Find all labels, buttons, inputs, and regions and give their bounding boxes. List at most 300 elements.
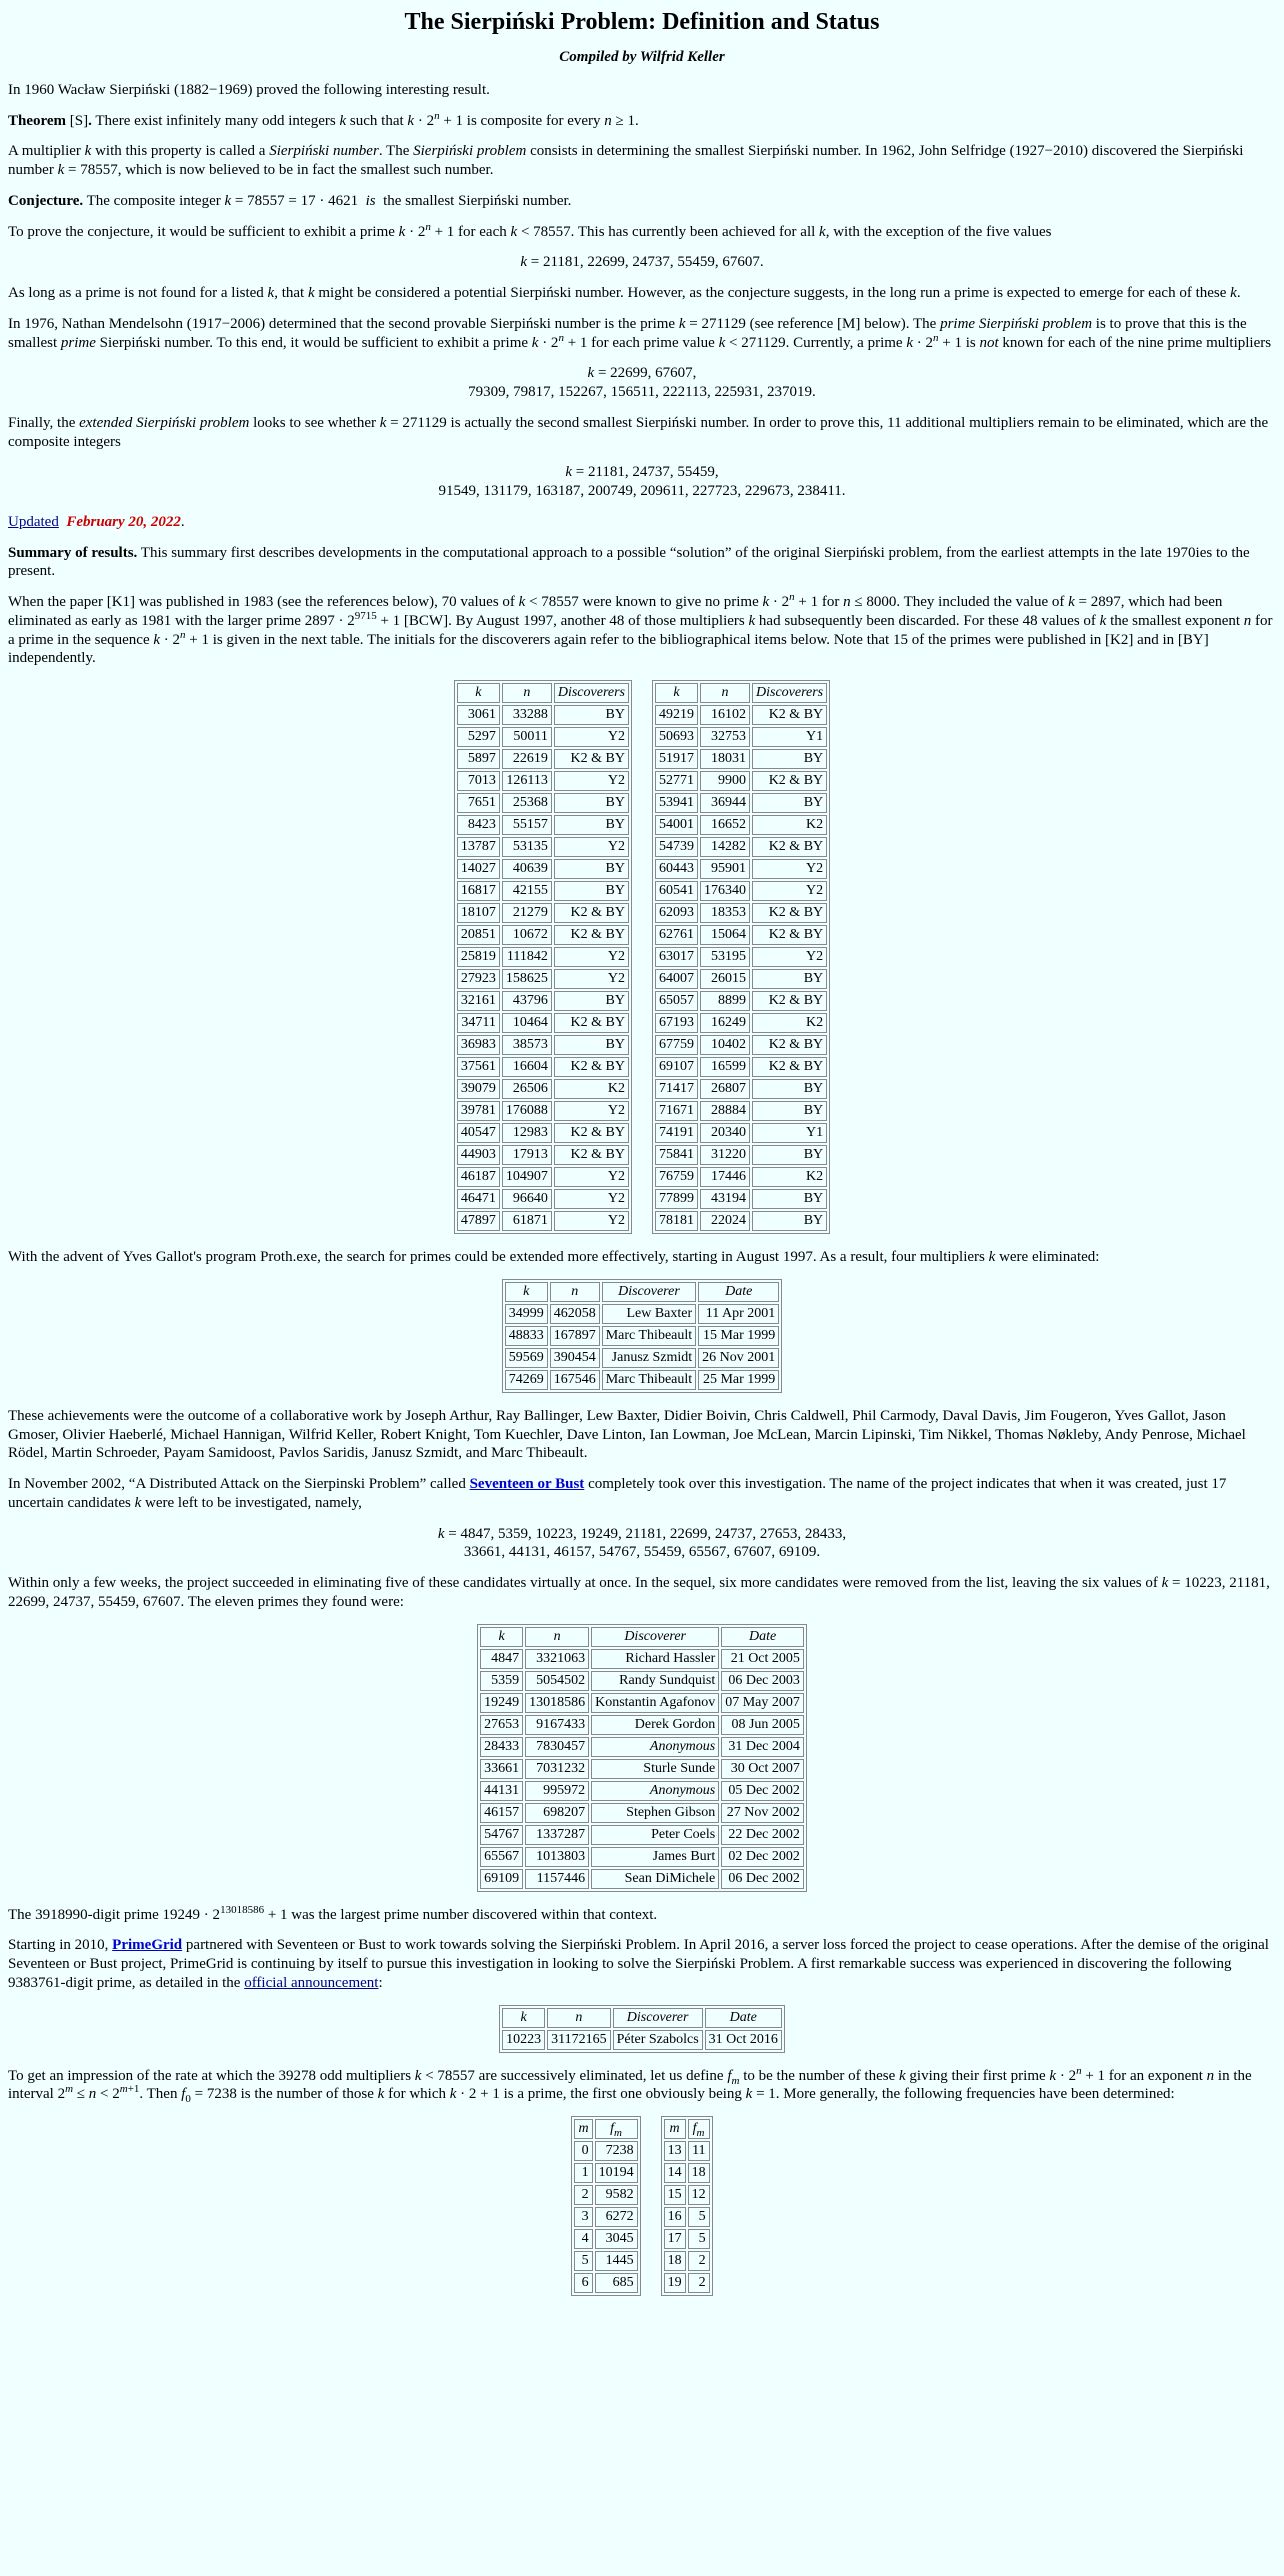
table-cell: 49219 [655, 705, 698, 725]
table-cell: 16102 [700, 705, 750, 725]
table-row [457, 837, 629, 857]
table-cell: 63017 [655, 947, 698, 967]
table-cell: 4 [574, 2229, 592, 2249]
table-cell: 54739 [655, 837, 698, 857]
column-header: k [655, 683, 698, 703]
table-cell: 60541 [655, 881, 698, 901]
table-row [457, 1189, 629, 1209]
table-cell: 26807 [700, 1079, 750, 1099]
table-cell: BY [554, 793, 629, 813]
table-cell: Y2 [554, 1211, 629, 1231]
table-row [457, 1013, 629, 1033]
table-cell: 06 Dec 2002 [721, 1869, 804, 1889]
table-cell: 158625 [502, 969, 552, 989]
table-cell: 7013 [457, 771, 500, 791]
table-row [457, 1101, 629, 1121]
prime-multipliers-list: k = 22699, 67607, 79309, 79817, 152267, 156511, 222113, 225931, 237019. [468, 365, 816, 400]
table-cell: 14282 [700, 837, 750, 857]
discoverers-tables [8, 680, 1276, 1234]
table-row [457, 1057, 629, 1077]
table-cell: Janusz Szmidt [602, 1348, 696, 1368]
table-cell: K2 [554, 1079, 629, 1099]
table-cell: BY [752, 1189, 827, 1209]
prime-sierpinski-paragraph: In 1976, Nathan Mendelsohn (1917−2006) determined that the second provable Sierpiński number is the prime k = 271129 (see reference [M] below). The prime Sierpiński problem is to prove that this is the smallest prime Sierpiński number. To this end, it would be sufficient to exhibit a prime $k \cdot 2^n + 1$ for each prime value k < 271129. Currently, a prime $k \cdot 2^n + 1$ is not known for each of the nine prime multipliers [8, 315, 1272, 351]
table-cell: 65567 [480, 1847, 523, 1867]
table-cell: BY [554, 815, 629, 835]
table-cell: 28433 [480, 1737, 523, 1757]
table-row [502, 2030, 782, 2050]
table-row [664, 2185, 710, 2205]
table-cell: 05 Dec 2002 [721, 1781, 804, 1801]
frequency-table-right [661, 2116, 713, 2296]
table-cell: 7238 [595, 2141, 638, 2161]
table-cell: K2 [752, 1013, 827, 1033]
table-row [505, 1304, 780, 1324]
table-cell: K2 [752, 1167, 827, 1187]
table-cell: Stephen Gibson [591, 1803, 719, 1823]
table-cell: 16817 [457, 881, 500, 901]
table-cell: 44903 [457, 1145, 500, 1165]
table-cell: 8423 [457, 815, 500, 835]
table-cell: 36983 [457, 1035, 500, 1055]
table-cell: Y2 [752, 881, 827, 901]
table-cell: 17 [664, 2229, 686, 2249]
sob-table-wrap [8, 1624, 1276, 1892]
table-cell: K2 & BY [554, 749, 629, 769]
table-cell: 43194 [700, 1189, 750, 1209]
table-cell: BY [554, 991, 629, 1011]
table-cell: 64007 [655, 969, 698, 989]
definition-paragraph: A multiplier k with this property is called a Sierpiński number. The Sierpiński problem consists in determining the smallest Sierpiński number. In 1962, John Selfridge (1927−2010) discovered the Sierpiński number k = 78557, which is now believed to be in fact the smallest such number. [8, 143, 1244, 178]
table-cell: 20851 [457, 925, 500, 945]
table-cell: BY [752, 1211, 827, 1231]
table-cell: Lew Baxter [602, 1304, 696, 1324]
column-header: Discoverers [752, 683, 827, 703]
table-cell: 13787 [457, 837, 500, 857]
frequency-paragraph: To get an impression of the rate at which the 39278 odd multipliers k < 78557 are successively eliminated, let us define $f_m$ to be the number of these k giving their first prime $k \cdot 2^n + 1$ for an exponent n in the interval $2^m \le n < 2^{m+1}$. Then $f_0 = 7238$ is the number of those k for which k · 2 + 1 is a prime, the first one obviously being k = 1. More generally, the following frequencies have been determined: [8, 2064, 1252, 2106]
table-cell: 36944 [700, 793, 750, 813]
conjecture-label: Conjecture. [8, 192, 84, 209]
table-row [655, 815, 827, 835]
table-cell: K2 & BY [752, 705, 827, 725]
table-cell: Marc Thibeault [602, 1326, 696, 1346]
table-cell: 1157446 [525, 1869, 589, 1889]
table-cell: 33288 [502, 705, 552, 725]
table-cell: K2 & BY [554, 1145, 629, 1165]
table-cell: Péter Szabolcs [613, 2030, 703, 2050]
table-cell: 11 Apr 2001 [698, 1304, 779, 1324]
table-cell: 20340 [700, 1123, 750, 1143]
column-header: n [525, 1627, 589, 1647]
potential-paragraph: As long as a prime is not found for a listed k, that k might be considered a potential Sierpiński number. However, as the conjecture suggests, in the long run a prime is expected to emerge for each of these k. [8, 285, 1241, 301]
table-cell: 19249 [480, 1693, 523, 1713]
table-cell: 11 [688, 2141, 710, 2161]
remaining-k-list: k = 21181, 22699, 24737, 55459, 67607. [520, 254, 764, 271]
table-row [664, 2251, 710, 2271]
eliminated-paragraph: Within only a few weeks, the project succeeded in eliminating five of these candidates virtually at once. In the sequel, six more candidates were removed from the list, leaving the six values of k = 10223, 21181, 22699, 24737, 55459, 67607. The eleven primes they found were: [8, 1575, 1270, 1610]
column-header: Date [698, 1282, 779, 1302]
column-header: n [550, 1282, 600, 1302]
table-cell: 27923 [457, 969, 500, 989]
table-row [457, 903, 629, 923]
table-cell: 74191 [655, 1123, 698, 1143]
table-row [664, 2141, 710, 2161]
table-cell: 67193 [655, 1013, 698, 1033]
table-cell: 40639 [502, 859, 552, 879]
table-cell: BY [752, 793, 827, 813]
table-row [655, 1145, 827, 1165]
table-row [480, 1781, 804, 1801]
table-cell: 71417 [655, 1079, 698, 1099]
table-header-row [457, 683, 629, 703]
table-cell: 67759 [655, 1035, 698, 1055]
table-cell: 104907 [502, 1167, 552, 1187]
sob-primes-table [477, 1624, 807, 1892]
table-cell: 53195 [700, 947, 750, 967]
table-cell: 2 [688, 2273, 710, 2293]
table-cell: 167546 [550, 1370, 600, 1390]
table-row [655, 881, 827, 901]
table-cell: 78181 [655, 1211, 698, 1231]
table-row [655, 771, 827, 791]
table-cell: 53941 [655, 793, 698, 813]
table-cell: 16 [664, 2207, 686, 2227]
table-cell: 13 [664, 2141, 686, 2161]
table-cell: 2 [574, 2185, 592, 2205]
table-row [655, 749, 827, 769]
table-row [655, 991, 827, 1011]
table-cell: 18353 [700, 903, 750, 923]
table-cell: 06 Dec 2003 [721, 1671, 804, 1691]
table-cell: 1013803 [525, 1847, 589, 1867]
table-cell: 25368 [502, 793, 552, 813]
table-row [480, 1715, 804, 1735]
table-cell: 37561 [457, 1057, 500, 1077]
table-header-row [574, 2119, 637, 2139]
byline: Compiled by Wilfrid Keller [559, 49, 725, 65]
column-header: $f_m$ [595, 2119, 638, 2139]
table-cell: 390454 [550, 1348, 600, 1368]
page-title: The Sierpiński Problem: Definition and Status [404, 9, 880, 35]
table-cell: K2 & BY [752, 903, 827, 923]
page [0, 8, 1284, 2296]
table-row [457, 815, 629, 835]
table-cell: Y1 [752, 727, 827, 747]
collaborators-paragraph: These achievements were the outcome of a collaborative work by Joseph Arthur, Ray Ballinger, Lew Baxter, Didier Boivin, Chris Caldwell, Phil Carmody, Daval Davis, Jim Fougeron, Yves Gallot, Jason Gmoser, Olivier Haeberlé, Michael Hannigan, Wilfrid Keller, Robert Knight, Tom Kuechler, Dave Linton, Ian Lowman, Joe McLean, Marcin Lipinski, Tim Nikkel, Thomas Nøkleby, Andy Penrose, Michael Rödel, Martin Schroeder, Payam Samidoost, Pavlos Saridis, Janusz Szmidt, and Marc Thibeault. [8, 1407, 1246, 1462]
table-cell: 62761 [655, 925, 698, 945]
proth-paragraph: With the advent of Yves Gallot's program Proth.exe, the search for primes could be extended more effectively, starting in August 1997. As a result, four multipliers k were eliminated: [8, 1249, 1100, 1265]
table-row [664, 2229, 710, 2249]
table-row [457, 705, 629, 725]
intro-paragraph: In 1960 Wacław Sierpiński (1882−1969) proved the following interesting result. [8, 81, 490, 98]
table-row [655, 1079, 827, 1099]
table-cell: BY [752, 749, 827, 769]
table-cell: Sturle Sunde [591, 1759, 719, 1779]
table-cell: Y2 [554, 969, 629, 989]
table-cell: Y2 [752, 947, 827, 967]
table-cell: 19 [664, 2273, 686, 2293]
table-cell: Y2 [752, 859, 827, 879]
proof-paragraph: To prove the conjecture, it would be sufficient to exhibit a prime $k \cdot 2^n + 1$ for each k < 78557. This has currently been achieved for all k, with the exception of the five values [8, 220, 1052, 240]
table-row [655, 969, 827, 989]
table-row [574, 2207, 637, 2227]
table-cell: 6272 [595, 2207, 638, 2227]
table-cell: 71671 [655, 1101, 698, 1121]
table-cell: 50011 [502, 727, 552, 747]
table-cell: 10464 [502, 1013, 552, 1033]
table-cell: 21 Oct 2005 [721, 1649, 804, 1669]
table-row [457, 1079, 629, 1099]
table-cell: K2 & BY [554, 1057, 629, 1077]
table-cell: 0 [574, 2141, 592, 2161]
table-cell: Y1 [752, 1123, 827, 1143]
table-cell: 5897 [457, 749, 500, 769]
table-cell: 9582 [595, 2185, 638, 2205]
table-cell: 32753 [700, 727, 750, 747]
table-cell: 13018586 [525, 1693, 589, 1713]
table-row [480, 1737, 804, 1757]
table-cell: 59569 [505, 1348, 548, 1368]
table-cell: 48833 [505, 1326, 548, 1346]
table-cell: 54001 [655, 815, 698, 835]
table-cell: 9167433 [525, 1715, 589, 1735]
table-cell: 26506 [502, 1079, 552, 1099]
table-cell: 16604 [502, 1057, 552, 1077]
table-cell: 15 Mar 1999 [698, 1326, 779, 1346]
table-cell: K2 & BY [554, 925, 629, 945]
table-cell: 5297 [457, 727, 500, 747]
table-row [655, 1057, 827, 1077]
table-cell: 126113 [502, 771, 552, 791]
table-row [574, 2229, 637, 2249]
table-cell: 61871 [502, 1211, 552, 1231]
table-row [574, 2163, 637, 2183]
updated-link[interactable]: Updated [8, 513, 59, 530]
table-row [457, 1211, 629, 1231]
table-cell: Marc Thibeault [602, 1370, 696, 1390]
discoverers-table-left [454, 680, 632, 1234]
table-cell: 111842 [502, 947, 552, 967]
primegrid-table-wrap [8, 2005, 1276, 2053]
table-row [574, 2273, 637, 2293]
column-header: Date [721, 1627, 804, 1647]
table-cell: 26015 [700, 969, 750, 989]
table-cell: 167897 [550, 1326, 600, 1346]
table-row [655, 727, 827, 747]
table-cell: 34711 [457, 1013, 500, 1033]
table-cell: 5 [574, 2251, 592, 2271]
table-cell: Y2 [554, 1167, 629, 1187]
table-row [457, 749, 629, 769]
table-cell: 46471 [457, 1189, 500, 1209]
theorem-label: Theorem [8, 112, 67, 129]
table-cell: 33661 [480, 1759, 523, 1779]
table-cell: 17913 [502, 1145, 552, 1165]
table-row [664, 2273, 710, 2293]
table-cell: 10194 [595, 2163, 638, 2183]
table-cell: 3061 [457, 705, 500, 725]
table-row [480, 1693, 804, 1713]
table-cell: K2 & BY [752, 771, 827, 791]
table-cell: 5359 [480, 1671, 523, 1691]
primegrid-table [499, 2005, 785, 2053]
table-row [655, 1013, 827, 1033]
table-cell: K2 & BY [752, 837, 827, 857]
table-row [480, 1759, 804, 1779]
column-header: k [505, 1282, 548, 1302]
table-cell: 47897 [457, 1211, 500, 1231]
table-cell: 22024 [700, 1211, 750, 1231]
table-cell: Y2 [554, 837, 629, 857]
table-cell: K2 & BY [752, 925, 827, 945]
table-cell: BY [554, 859, 629, 879]
proth-table-wrap [8, 1279, 1276, 1393]
table-cell: 25 Mar 1999 [698, 1370, 779, 1390]
discoverers-table-right [652, 680, 830, 1234]
table-row [457, 859, 629, 879]
table-row [655, 1101, 827, 1121]
table-cell: 54767 [480, 1825, 523, 1845]
table-cell: 10402 [700, 1035, 750, 1055]
table-cell: 44131 [480, 1781, 523, 1801]
table-row [480, 1847, 804, 1867]
table-cell: 5 [688, 2207, 710, 2227]
primegrid-link[interactable]: PrimeGrid [112, 1937, 183, 1954]
table-row [655, 859, 827, 879]
table-row [655, 925, 827, 945]
frequency-tables [8, 2116, 1276, 2296]
history-paragraph: When the paper [K1] was published in 1983 (see the references below), 70 values of k < 78557 were known to give no prime $k \cdot 2^n + 1$ for n ≤ 8000. They included the value of k = 2897, which had been eliminated as early as 1981 with the larger prime $2897 \cdot 2^{9715} + 1$ [BCW]. By August 1997, another 48 of those multipliers k had subsequently been discarded. For these 48 values of k the smallest exponent n for a prime in the sequence $k \cdot 2^n + 1$ is given in the next table. The initials for the discoverers again refer to the bibliographical items below. Note that 15 of the primes were published in [K2] and in [BY] independently. [8, 591, 1273, 667]
table-cell: 08 Jun 2005 [721, 1715, 804, 1735]
table-header-row [502, 2008, 782, 2028]
table-cell: 5 [688, 2229, 710, 2249]
table-cell: 62093 [655, 903, 698, 923]
table-cell: K2 & BY [752, 1057, 827, 1077]
table-cell: 43796 [502, 991, 552, 1011]
table-cell: 4847 [480, 1649, 523, 1669]
table-cell: 27 Nov 2002 [721, 1803, 804, 1823]
table-row [457, 727, 629, 747]
table-cell: 69109 [480, 1869, 523, 1889]
table-cell: 96640 [502, 1189, 552, 1209]
table-cell: 07 May 2007 [721, 1693, 804, 1713]
table-cell: 22 Dec 2002 [721, 1825, 804, 1845]
table-row [505, 1326, 780, 1346]
table-cell: 75841 [655, 1145, 698, 1165]
table-cell: James Burt [591, 1847, 719, 1867]
table-cell: 31 Oct 2016 [705, 2030, 782, 2050]
table-row [655, 903, 827, 923]
table-row [457, 969, 629, 989]
seventeen-candidates-list: k = 4847, 5359, 10223, 19249, 21181, 22699, 24737, 27653, 28433, 33661, 44131, 46157, 54767, 55459, 65567, 67607, 69109. [437, 1525, 847, 1561]
table-header-row [505, 1282, 780, 1302]
table-cell: 9900 [700, 771, 750, 791]
table-cell: 15 [664, 2185, 686, 2205]
table-cell: Anonymous [591, 1737, 719, 1757]
table-cell: 55157 [502, 815, 552, 835]
table-cell: 39781 [457, 1101, 500, 1121]
table-header-row [664, 2119, 710, 2139]
table-cell: 685 [595, 2273, 638, 2293]
table-cell: 32161 [457, 991, 500, 1011]
table-cell: 22619 [502, 749, 552, 769]
table-cell: 12 [688, 2185, 710, 2205]
table-cell: 40547 [457, 1123, 500, 1143]
table-cell: 1337287 [525, 1825, 589, 1845]
column-header: Discoverer [591, 1627, 719, 1647]
column-header: Date [705, 2008, 782, 2028]
table-row [655, 1167, 827, 1187]
table-cell: 7651 [457, 793, 500, 813]
table-header-row [655, 683, 827, 703]
composite-multipliers-list: k = 21181, 24737, 55459, 91549, 131179, 163187, 200749, 209611, 227723, 229673, 238411. [438, 464, 846, 499]
official-announcement-link[interactable]: official announcement [244, 1974, 379, 1991]
column-header: Discoverers [554, 683, 629, 703]
table-row [480, 1869, 804, 1889]
table-row [457, 925, 629, 945]
table-row [655, 705, 827, 725]
table-row [655, 837, 827, 857]
theorem-paragraph: Theorem [S]. There exist infinitely many odd integers k such that $k \cdot 2^n + 1$ is composite for every n ≥ 1. [8, 109, 639, 129]
table-row [574, 2251, 637, 2271]
column-header: k [502, 2008, 545, 2028]
updated-date: February 20, 2022 [66, 513, 181, 530]
seventeen-or-bust-link[interactable]: Seventeen or Bust [469, 1476, 585, 1492]
table-cell: 10672 [502, 925, 552, 945]
column-header: $f_m$ [688, 2119, 710, 2139]
table-cell: K2 [752, 815, 827, 835]
column-header: n [547, 2008, 610, 2028]
table-cell: 14 [664, 2163, 686, 2183]
table-row [655, 793, 827, 813]
table-cell: 12983 [502, 1123, 552, 1143]
table-cell: BY [752, 969, 827, 989]
table-cell: K2 & BY [554, 1013, 629, 1033]
primegrid-paragraph: Starting in 2010, PrimeGrid partnered with Seventeen or Bust to work towards solving the Sierpiński Problem. In April 2016, a server loss forced the project to cease operations. After the demise of the original Seventeen or Bust project, PrimeGrid is continuing by itself to pursue this investigation in looking to solve the Sierpiński Problem. A first remarkable success was experienced in discovering the following 9383761-digit prime, as detailed in the official announcement: [8, 1937, 1269, 1991]
column-header: k [457, 683, 500, 703]
table-cell: 18031 [700, 749, 750, 769]
table-cell: K2 & BY [554, 903, 629, 923]
table-cell: K2 & BY [554, 1123, 629, 1143]
table-cell: 2 [688, 2251, 710, 2271]
table-cell: 16249 [700, 1013, 750, 1033]
column-header: m [664, 2119, 686, 2139]
table-row [655, 1189, 827, 1209]
column-header: Discoverer [602, 1282, 696, 1302]
table-row [457, 1035, 629, 1055]
table-cell: 46187 [457, 1167, 500, 1187]
table-cell: 30 Oct 2007 [721, 1759, 804, 1779]
updated-line: Updated February 20, 2022. [8, 513, 185, 530]
table-row [457, 991, 629, 1011]
table-cell: 995972 [525, 1781, 589, 1801]
column-header: k [480, 1627, 523, 1647]
table-row [505, 1370, 780, 1390]
table-cell: 6 [574, 2273, 592, 2293]
table-cell: 176340 [700, 881, 750, 901]
table-cell: 3045 [595, 2229, 638, 2249]
table-cell: Peter Coels [591, 1825, 719, 1845]
table-cell: 31172165 [547, 2030, 610, 2050]
table-row [655, 1211, 827, 1231]
table-cell: 17446 [700, 1167, 750, 1187]
table-row [480, 1671, 804, 1691]
frequency-table-left [571, 2116, 640, 2296]
table-cell: 28884 [700, 1101, 750, 1121]
table-cell: Y2 [554, 771, 629, 791]
table-cell: 7830457 [525, 1737, 589, 1757]
table-cell: 25819 [457, 947, 500, 967]
